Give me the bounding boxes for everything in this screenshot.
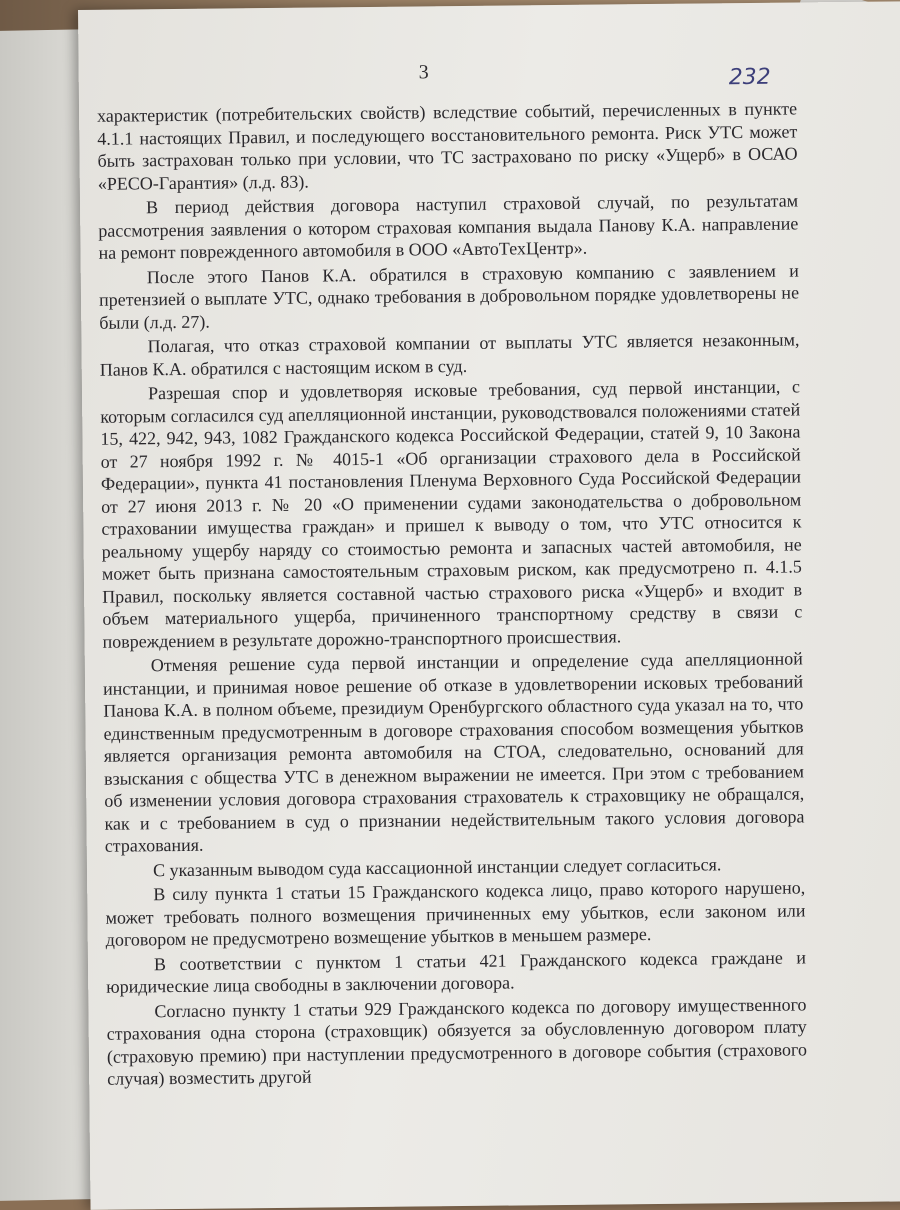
paragraph: Согласно пункту 1 статьи 929 Гражданского кодекса по договору имущественного страхования одна сторона (страховщик) обязуется за обусловленную договором плату (страховую премию) при наступлении предусмотренного в договоре события (страхового случая) возместить другой <box>106 993 808 1089</box>
document-body <box>97 97 807 1092</box>
paragraph: Отменяя решение суда первой инстанции и определение суда апелляционной инстанции, и принимая новое решение об отказе в удовлетворении исковых требований Панова К.А. в полном объеме, президиум Оренбургского областного суда указал на то, что единственным предусмотренным в договоре страхования способом возмещения убытков является организация ремонта автомобиля на СТОА, следовательно, оснований для взыскания с общества УТС в денежном выражении не имеется. При этом с требованием об изменении условия договора страхования страхователь к страховщику не обращался, как и с требованием в суд о признании недействительным такого условия договора страхования. <box>102 648 805 856</box>
paragraph: С указанным выводом суда кассационной инстанции следует согласиться. <box>152 853 722 880</box>
paragraph: Полагая, что отказ страховой компании от выплаты УТС является незаконным, Панов К.А. обратился с настоящим иском в суд. <box>99 329 800 380</box>
paragraph: После этого Панов К.А. обратился в страховую компанию с заявлением и претензией о выплате УТС, однако требования в добровольном порядке удовлетворены не были (л.д. 27). <box>98 259 800 333</box>
paragraph: В период действия договора наступил страховой случай, по результатам рассмотрения заявления о котором страховая компания выдала Панову К.А. направление на ремонт поврежденного автомобиля в ООО «АвтоТехЦентр». <box>98 190 799 263</box>
page-number: 3 <box>418 61 429 84</box>
paragraph: Разрешая спор и удовлетворяя исковые требования, суд первой инстанции, с которым согласился суд апелляционной инстанции, руководствовался положениями статей 15, 422, 942, 943, 1082 Гражданского кодекса Российской Федерации, статей 9, 10 Закона от 27 ноября 1992 г. № 4015-1 «Об организации страхового дела в Российской Федерации», пункта 41 постановления Пленума Верховного Суда Российской Федерации от 27 июня 2013 г. № 20 «О применении судами законодательства о добровольном страховании имущества граждан» и пришел к выводу о том, что УТС относится к реальному ущербу наряду со стоимостью ремонта и запасных частей автомобиля, не может быть признана самостоятельным страховым риском, как предусмотрено п. 4.1.5 Правил, поскольку является составной частью страхового риска «Ущерб» и входит в объем материального ущерба, причиненного транспортному средству в связи с повреждением в результате дорожно-транспортного происшествия. <box>100 376 803 652</box>
paragraph: В соответствии с пунктом 1 статьи 421 Гражданского кодекса граждане и юридические лица свободны в заключении договора. <box>106 946 807 997</box>
handwritten-sheet-number: 232 <box>728 64 771 91</box>
document-page <box>78 1 900 1210</box>
paragraph: характеристик (потребительских свойств) вследствие событий, перечисленных в пункте 4.1.1 настоящих Правил, и последующего восстановительного ремонта. Риск УТС может быть застрахован только при условии, что ТС застраховано по риску «Ущерб» в ОСАО «РЕСО-Гарантия» (л.д. 83). <box>97 98 798 194</box>
paragraph: В силу пункта 1 статьи 15 Гражданского кодекса лицо, право которого нарушено, может требовать полного возмещения причиненных ему убытков, если законом или договором не предусмотрено возмещение убытков в меньшем размере. <box>105 877 806 950</box>
